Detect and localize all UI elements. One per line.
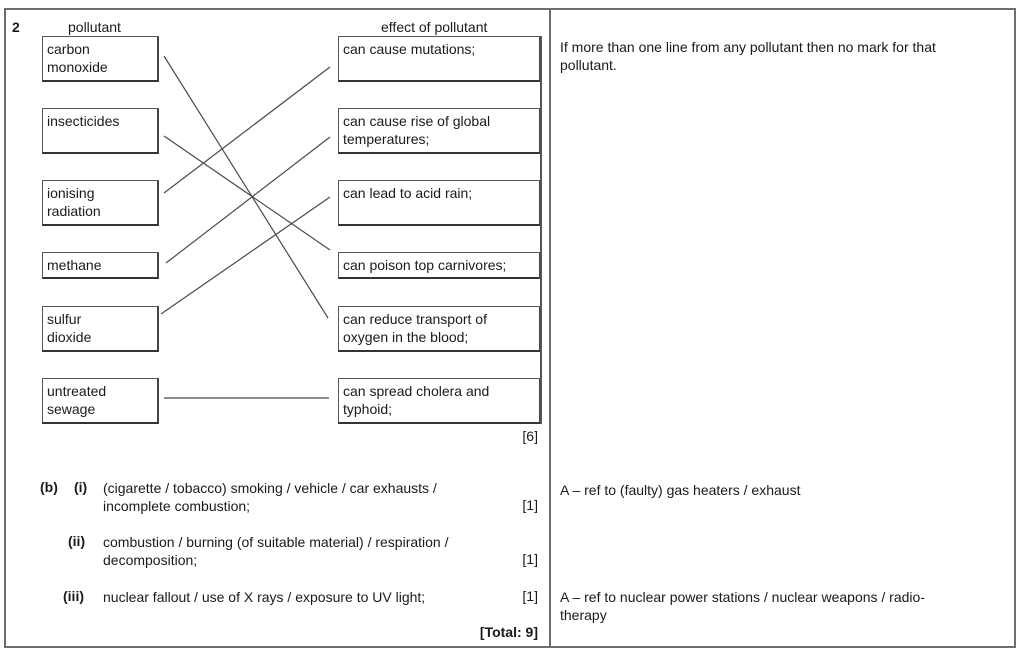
- part-b-label: (b): [40, 479, 58, 495]
- pollutant-box-insecticides: [42, 108, 159, 154]
- effect-text: can cause mutations;: [343, 41, 476, 57]
- part-b-ii-label: (ii): [68, 533, 86, 549]
- effect-column-header: effect of pollutant: [381, 19, 488, 35]
- line-ionising-to-mutations: [164, 67, 330, 193]
- pollutant-box-carbon-monoxide: [42, 36, 159, 82]
- guidance-line: If more than one line from any pollutant then no mark for that: [560, 39, 936, 55]
- pollutant-column-header: pollutant: [68, 19, 121, 35]
- answer-line: combustion / burning (of suitable material) / respiration /: [103, 534, 449, 550]
- pollutant-text: insecticides: [47, 113, 120, 129]
- answer-line: nuclear fallout / use of X rays / exposure to UV light;: [103, 589, 426, 605]
- pollutant-text: dioxide: [47, 329, 92, 345]
- line-carbon-monoxide-to-oxygen: [164, 56, 328, 318]
- answer-line: incomplete combustion;: [103, 498, 251, 514]
- pollutant-text: sulfur: [47, 311, 82, 327]
- effect-text: oxygen in the blood;: [343, 329, 469, 345]
- part-b-iii-guidance: [560, 588, 1000, 624]
- line-insecticides-to-carnivores: [164, 136, 330, 250]
- effect-box-mutations: [338, 36, 541, 82]
- guidance-line: A – ref to (faulty) gas heaters / exhaust: [560, 482, 801, 498]
- effect-text: can lead to acid rain;: [343, 185, 473, 201]
- effect-box-cholera: [338, 378, 541, 424]
- effect-text: temperatures;: [343, 131, 430, 147]
- effect-text: can reduce transport of: [343, 311, 487, 327]
- answer-line: (cigarette / tobacco) smoking / vehicle / car exhausts /: [103, 480, 437, 496]
- total-marks: [Total: 9]: [479, 624, 538, 640]
- part-a-guidance: [560, 38, 1000, 74]
- effect-text: can cause rise of global: [343, 113, 491, 129]
- part-b-iii-marks: [1]: [522, 588, 538, 604]
- part-b-ii-answer: [103, 533, 503, 569]
- line-sulfur-to-acid-rain: [161, 197, 330, 314]
- effect-box-acid-rain: [338, 180, 541, 226]
- pollutant-text: methane: [47, 257, 102, 273]
- pollutant-text: ionising: [47, 185, 95, 201]
- guidance-line: A – ref to nuclear power stations / nuclear weapons / radio-: [560, 589, 925, 605]
- part-b-ii-marks: [1]: [522, 551, 538, 567]
- effect-text: can spread cholera and: [343, 383, 490, 399]
- part-b-i-marks: [1]: [522, 497, 538, 513]
- pollutant-text: carbon: [47, 41, 90, 57]
- question-number: 2: [12, 19, 20, 35]
- effect-text: typhoid;: [343, 401, 393, 417]
- part-b-iii-answer: [103, 588, 493, 606]
- pollutant-text: untreated: [47, 383, 107, 399]
- effect-column-rail: [540, 36, 542, 424]
- pollutant-text: radiation: [47, 203, 101, 219]
- effect-box-top-carnivores: [338, 252, 541, 279]
- effect-text: can poison top carnivores;: [343, 257, 507, 273]
- pollutant-box-ionising-radiation: [42, 180, 159, 226]
- pollutant-text: monoxide: [47, 59, 108, 75]
- answer-line: decomposition;: [103, 552, 198, 568]
- effect-box-global-temperatures: [338, 108, 541, 154]
- guidance-line: pollutant.: [560, 57, 617, 73]
- line-methane-to-global-temps: [166, 137, 330, 263]
- effect-box-oxygen-transport: [338, 306, 541, 352]
- part-b-iii-label: (iii): [63, 588, 84, 604]
- guidance-line: therapy: [560, 607, 607, 623]
- pollutant-box-untreated-sewage: [42, 378, 159, 424]
- pollutant-box-methane: [42, 252, 159, 279]
- part-b-i-label: (i): [74, 479, 88, 495]
- pollutant-box-sulfur-dioxide: [42, 306, 159, 352]
- part-a-marks: [6]: [522, 428, 538, 444]
- pollutant-text: sewage: [47, 401, 96, 417]
- part-b-i-guidance: [560, 481, 1000, 499]
- part-b-i-answer: [103, 479, 493, 515]
